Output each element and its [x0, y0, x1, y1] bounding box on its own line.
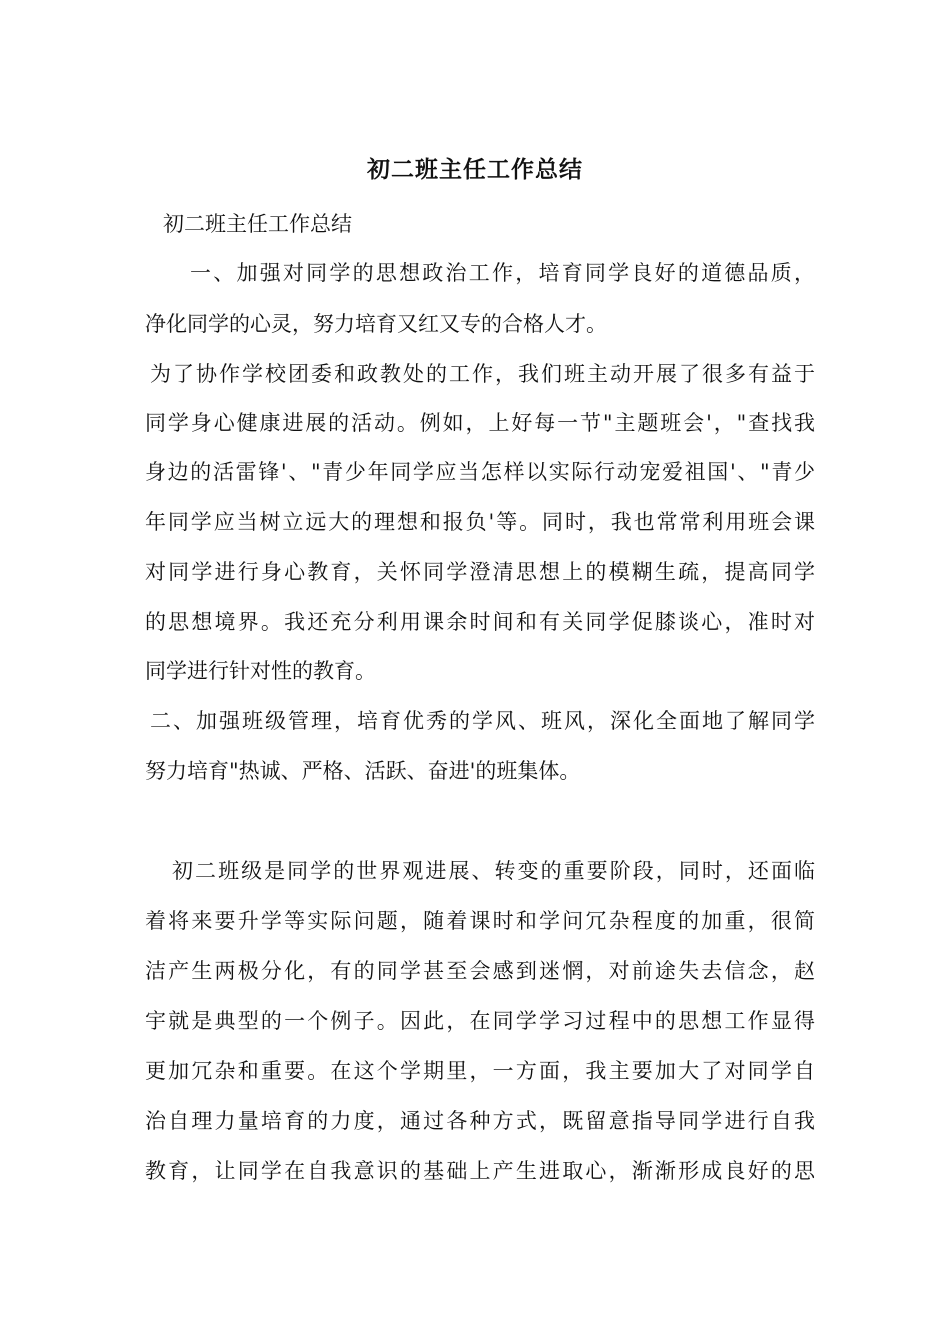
- paragraph-line: 净化同学的心灵，努力培育又红又专的合格人才。: [145, 312, 607, 336]
- paragraph-line: 为了协作学校团委和政教处的工作，我们班主动开展了很多有益于: [150, 362, 815, 386]
- paragraph-line: 年同学应当树立远大的理想和报负'等。同时，我也常常利用班会课: [145, 510, 815, 534]
- paragraph-line: 的思想境界。我还充分利用课余时间和有关同学促膝谈心，准时对: [145, 610, 815, 634]
- paragraph-line: 宇就是典型的一个例子。因此，在同学学习过程中的思想工作显得: [145, 1009, 815, 1033]
- paragraph-line: 努力培育"热诚、严格、活跃、奋进'的班集体。: [145, 759, 581, 783]
- paragraph-line: 初二班级是同学的世界观进展、转变的重要阶段，同时，还面临: [172, 859, 815, 883]
- paragraph-line: 教育，让同学在自我意识的基础上产生进取心，渐渐形成良好的思: [145, 1159, 815, 1183]
- paragraph-line: 一、加强对同学的思想政治工作，培育同学良好的道德品质，: [190, 261, 815, 285]
- paragraph-line: 同学进行针对性的教育。: [145, 659, 376, 683]
- document-title: 初二班主任工作总结: [367, 156, 583, 183]
- paragraph-line: 着将来要升学等实际问题，随着课时和学问冗杂程度的加重，很简: [145, 909, 815, 933]
- paragraph-line: 治自理力量培育的力度，通过各种方式，既留意指导同学进行自我: [145, 1109, 815, 1133]
- paragraph-line: 洁产生两极分化，有的同学甚至会感到迷惘，对前途失去信念，赵: [145, 959, 815, 983]
- paragraph-line: 身边的活雷锋'、"青少年同学应当怎样以实际行动宠爱祖国'、"青少: [145, 460, 815, 484]
- subtitle-line: 初二班主任工作总结: [163, 212, 352, 236]
- paragraph-line: 二、加强班级管理，培育优秀的学风、班风，深化全面地了解同学: [150, 709, 815, 733]
- paragraph-line: 更加冗杂和重要。在这个学期里，一方面，我主要加大了对同学自: [145, 1059, 815, 1083]
- paragraph-line: 同学身心健康进展的活动。例如，上好每一节"主题班会'，"查找我: [145, 411, 815, 435]
- paragraph-line: 对同学进行身心教育，关怀同学澄清思想上的模糊生疏，提高同学: [145, 560, 815, 584]
